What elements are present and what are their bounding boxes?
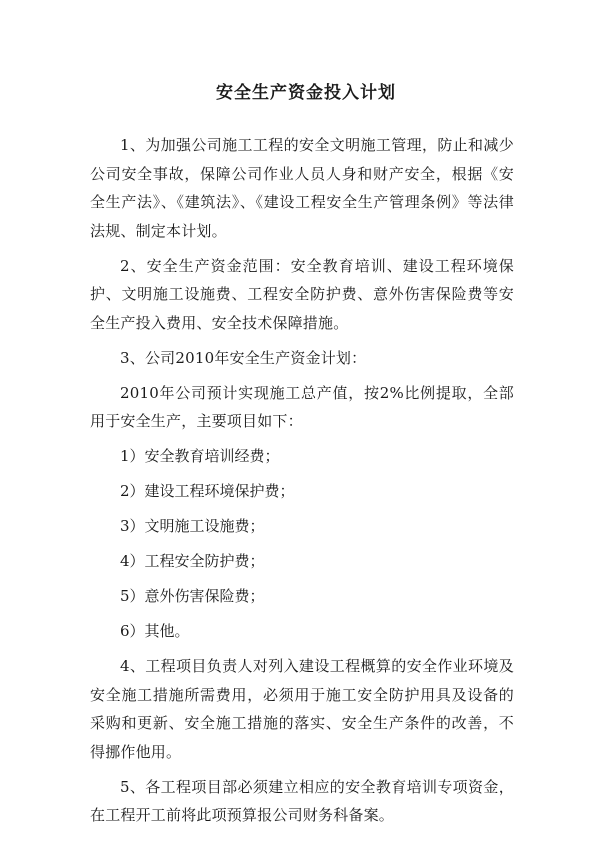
list-item: 4）工程安全防护费；	[120, 552, 265, 570]
paragraph-responsibility: 4、工程项目负责人对列入建设工程概算的安全作业环境及安全施工措施所需费用，必须用于施工安全防护用具及设备的采购和更新、安全施工措施的落实、安全生产条件的改善，不得挪作他用。	[90, 657, 514, 761]
list-item: 6）其他。	[120, 622, 190, 640]
list-item: 2）建设工程环境保护费；	[120, 482, 295, 500]
paragraph-purpose: 1、为加强公司施工工程的安全文明施工管理，防止和减少公司安全事故，保障公司作业人员人身和财产安全，根据《安全生产法》、《建筑法》、《建设工程安全生产管理条例》等法律法规、制定本计划。	[90, 136, 514, 240]
paragraph-plan-detail: 2010年公司预计实现施工总产值，按2%比例提取，全部用于安全生产，主要项目如下：	[90, 383, 514, 430]
list-item: 3）文明施工设施费；	[120, 517, 265, 535]
list-item: 5）意外伤害保险费；	[120, 587, 265, 605]
paragraph-plan-heading: 3、公司2010年安全生产资金计划：	[120, 348, 367, 367]
paragraph-scope: 2、安全生产资金范围：安全教育培训、建设工程环境保护、文明施工设施费、工程安全防护费、意外伤害保险费等安全生产投入费用、安全技术保障措施。	[90, 256, 514, 332]
document-title: 安全生产资金投入计划	[216, 83, 396, 103]
list-item: 1）安全教育培训经费；	[120, 447, 280, 465]
paragraph-training-fund: 5、各工程项目部必须建立相应的安全教育培训专项资金，在工程开工前将此项预算报公司财务科备案。	[90, 777, 514, 824]
